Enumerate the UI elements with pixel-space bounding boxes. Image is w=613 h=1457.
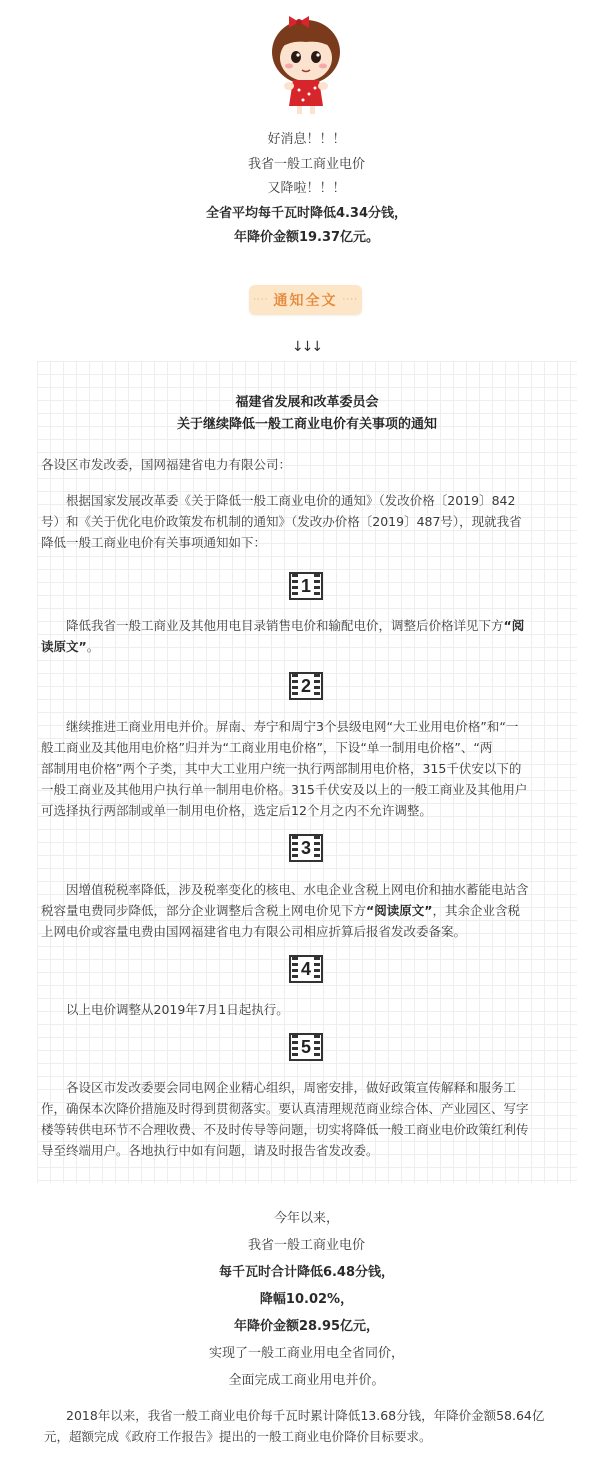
doc-intro-line: 号）和《关于优化电价政策发布机制的通知》（发改办价格〔2019〕487号），现就我省 [41,514,522,529]
footer-line-2: 元，超额完成《政府工作报告》提出的一般工商业电价降价目标要求。 [44,1429,432,1444]
section-number-badge [289,1033,323,1061]
read-original-link[interactable]: “阅 [503,618,525,633]
outro-summary [0,1205,613,1394]
section-2-line: 般工商业及其他用电价格”归并为“工商业用电价格”，下设“单一制用电价格”、“两 [41,740,493,755]
down-arrows: ↓↓↓ [291,339,322,355]
doc-title-subject: 关于继续降低一般工商业电价有关事项的通知 [176,417,437,432]
outro-line-2: 我省一般工商业电价 [247,1238,365,1253]
intro-line-2: 我省一般工商业电价 [247,156,365,172]
button-dots-right: ···· [342,295,358,305]
section-3-line: 上网电价或容量电费由国网福建省电力有限公司相应折算后报省发改委备案。 [41,924,467,939]
read-original-link[interactable]: 读原文” [41,639,87,654]
full-notice-button[interactable] [249,285,362,315]
intro-line-5: 年降价金额19.37亿元。 [233,230,380,245]
outro-line-1: 今年以来， [273,1211,339,1226]
cartoon-girl-mascot-icon [251,10,361,116]
section-2-line: 可选择执行两部制或单一制用电价格，选定后12个月之内不允许调整。 [41,803,432,818]
doc-title-issuer: 福建省发展和改革委员会 [235,395,379,410]
section-number: 2 [300,675,311,696]
notice-document [37,361,577,1183]
section-number: 1 [300,575,311,596]
outro-line-6: 实现了一般工商业用电全省同价， [208,1346,404,1361]
section-2-line: 部制用电价格”两个子类，其中大工业用户统一执行两部制用电价格，315千伏安以下的 [41,761,522,776]
footer-line-1: 2018年以来，我省一般工商业电价每千瓦时累计降低13.68分钱，年降价金额58.64亿 [66,1408,545,1423]
section-number-badge [289,572,323,600]
outro-line-5: 年降价金额28.95亿元， [233,1319,380,1334]
section-number-badge [289,834,323,862]
section-4-line: 以上电价调整从2019年7月1日起执行。 [66,1002,289,1017]
outro-line-4: 降幅10.02%， [259,1292,354,1307]
doc-intro-line: 降低一般工商业电价有关事项通知如下： [41,535,267,550]
section-number-badge [289,955,323,983]
section-3-line: 因增值税税率降低，涉及税率变化的核电、水电企业含税上网电价和抽水蓄能电站含 [66,882,529,897]
read-original-link[interactable]: “阅读原文” [366,903,433,918]
button-dots-left: ···· [253,295,269,305]
section-2-line: 一般工商业及其他用户执行单一制用电价格。315千伏安及以上的一般工商业及其他用户 [41,782,528,797]
section-1-line: 读原文”。 [41,639,100,654]
intro-line-3: 又降啦！！！ [267,181,346,196]
section-3-line: 税容量电费同步降低，部分企业调整后含税上网电价见下方“阅读原文”，其余企业含税 [41,903,520,918]
section-2-line: 继续推进工商业用电并价。屏南、寿宁和周宁3个县级电网“大工业用电价格”和“一 [66,719,519,734]
section-5-line: 楼等转供电环节不合理收费、不及时传导等问题，切实将降低一般工商业电价政策红利传 [41,1122,529,1137]
full-notice-button-label: 通知全文 [273,293,338,309]
outro-line-7: 全面完成工商业用电并价。 [228,1373,385,1388]
section-number-badge [289,672,323,700]
section-5-line: 作，确保本次降价措施及时得到贯彻落实。要认真清理规范商业综合体、产业园区、写字 [41,1101,529,1116]
section-1-line: 降低我省一般工商业及其他用电目录销售电价和输配电价，调整后价格详见下方“阅 [66,618,525,633]
footer-paragraph [44,1405,544,1447]
outro-line-3: 每千瓦时合计降低6.48分钱， [218,1265,395,1280]
section-number: 5 [300,1036,311,1057]
doc-salutation: 各设区市发改委，国网福建省电力有限公司： [41,457,292,472]
intro-line-4: 全省平均每千瓦时降低4.34分钱， [205,205,408,221]
intro-announcement [0,128,613,251]
section-5-line: 导至终端用户。各地执行中如有问题，请及时报告省发改委。 [41,1143,379,1158]
section-number: 4 [300,958,311,979]
section-number: 3 [300,837,311,858]
intro-line-1: 好消息！！！ [267,132,346,147]
doc-intro-line: 根据国家发展改革委《关于降低一般工商业电价的通知》（发改价格〔2019〕842 [66,493,516,508]
section-5-line: 各设区市发改委要会同电网企业精心组织，周密安排，做好政策宣传解释和服务工 [66,1080,517,1095]
